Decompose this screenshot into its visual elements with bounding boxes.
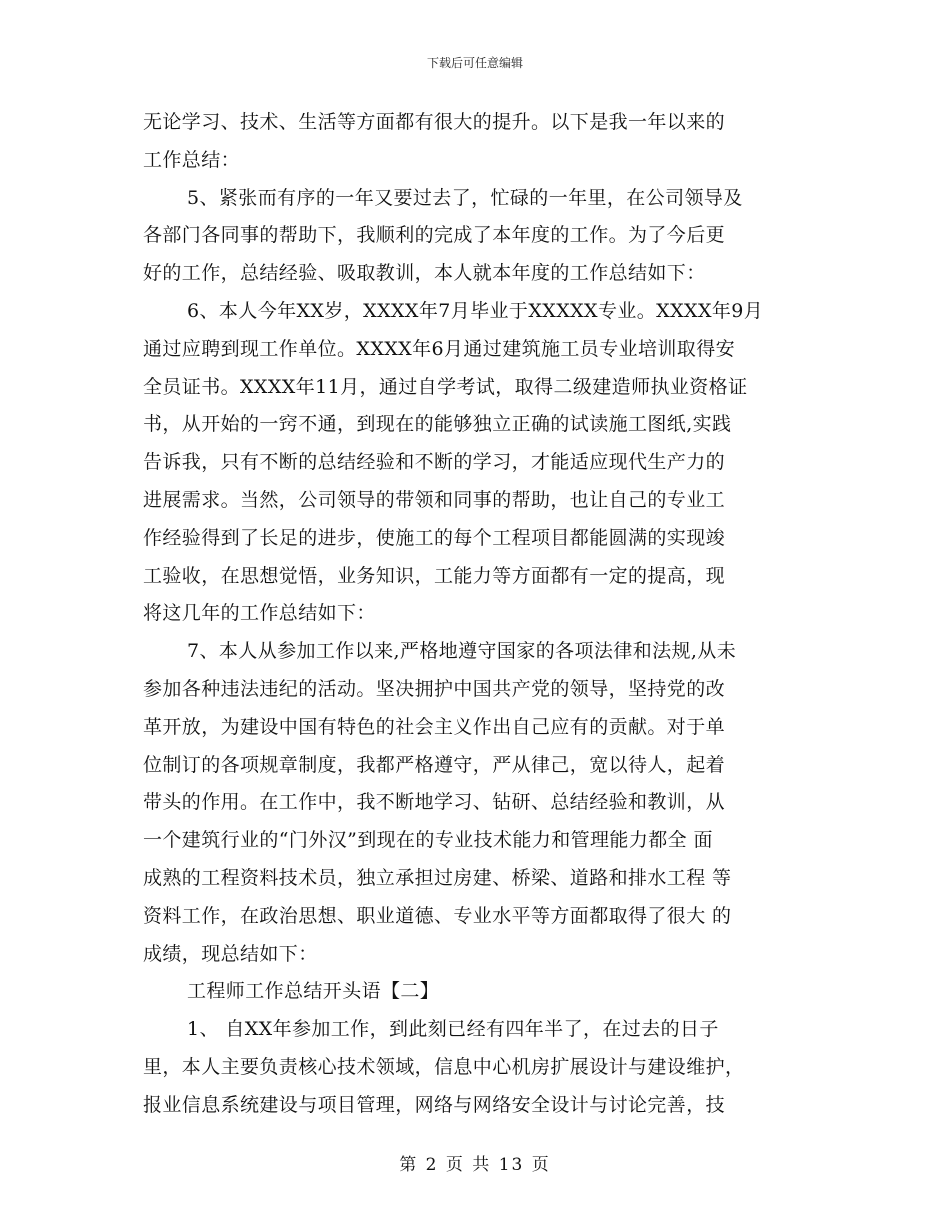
text-line: 5、紧张而有序的一年又要过去了，忙碌的一年里，在公司领导及 bbox=[187, 186, 743, 209]
text-line: 成熟的工程资料技术员，独立承担过房建、桥梁、道路和排水工程 等 bbox=[143, 866, 732, 889]
text-line: 带头的作用。在工作中，我不断地学习、钻研、总结经验和教训，从 bbox=[143, 791, 726, 814]
text-line: 将这几年的工作总结如下： bbox=[143, 602, 376, 625]
text-line: 进展需求。当然，公司领导的带领和同事的帮助，也让自己的专业工 bbox=[143, 488, 726, 511]
page-footer: 第 2 页 共 13 页 bbox=[399, 1155, 551, 1175]
text-line: 工作总结： bbox=[143, 148, 241, 171]
text-line: 作经验得到了长足的进步，使施工的每个工程项目都能圆满的实现竣 bbox=[143, 526, 726, 549]
document-body bbox=[143, 104, 808, 1125]
text-line: 里，本人主要负责核心技术领域，信息中心机房扩展设计与建设维护， bbox=[143, 1055, 745, 1078]
text-line: 工验收，在思想觉悟，业务知识，工能力等方面都有一定的提高，现 bbox=[143, 564, 726, 587]
text-line: 一个建筑行业的“门外汉”到现在的专业技术能力和管理能力都全 面 bbox=[143, 829, 713, 852]
text-line: 1、 自XX年参加工作，到此刻已经有四年半了，在过去的日子 bbox=[187, 1018, 719, 1041]
text-line: 报业信息系统建设与项目管理，网络与网络安全设计与讨论完善，技 bbox=[143, 1093, 726, 1116]
text-line: 好的工作，总结经验、吸取教训，本人就本年度的工作总结如下： bbox=[143, 262, 706, 285]
text-line: 6、本人今年XX岁，XXXX年7月毕业于XXXXX专业。XXXX年9月 bbox=[187, 299, 764, 322]
text-line: 无论学习、技术、生活等方面都有很大的提升。以下是我一年以来的 bbox=[143, 111, 726, 133]
text-line: 参加各种违法违纪的活动。坚决拥护中国共产党的领导，坚持党的改 bbox=[143, 677, 726, 700]
text-line: 革开放，为建设中国有特色的社会主义作出自己应有的贡献。对于单 bbox=[143, 715, 726, 738]
text-line: 成绩，现总结如下： bbox=[143, 942, 318, 965]
text-line: 告诉我，只有不断的总结经验和不断的学习，才能适应现代生产力的 bbox=[143, 451, 726, 474]
text-line: 各部门各同事的帮助下，我顺利的完成了本年度的工作。为了今后更 bbox=[143, 224, 726, 247]
text-line: 书，从开始的一窍不通，到现在的能够独立正确的试读施工图纸,实践 bbox=[143, 413, 732, 436]
text-line: 通过应聘到现工作单位。XXXX年6月通过建筑施工员专业培训取得安 bbox=[143, 337, 735, 360]
text-line: 资料工作，在政治思想、职业道德、专业水平等方面都取得了很大 的 bbox=[143, 904, 732, 927]
text-line: 7、本人从参加工作以来,严格地遵守国家的各项法律和法规,从未 bbox=[187, 640, 737, 663]
text-line: 全员证书。XXXX年11月，通过自学考试，取得二级建造师执业资格证 bbox=[143, 375, 748, 398]
text-line: 工程师工作总结开头语【二】 bbox=[187, 980, 440, 1003]
text-line: 位制订的各项规章制度，我都严格遵守，严从律己，宽以待人，起着 bbox=[143, 753, 726, 776]
page-header: 下载后可任意编辑 bbox=[426, 56, 523, 70]
